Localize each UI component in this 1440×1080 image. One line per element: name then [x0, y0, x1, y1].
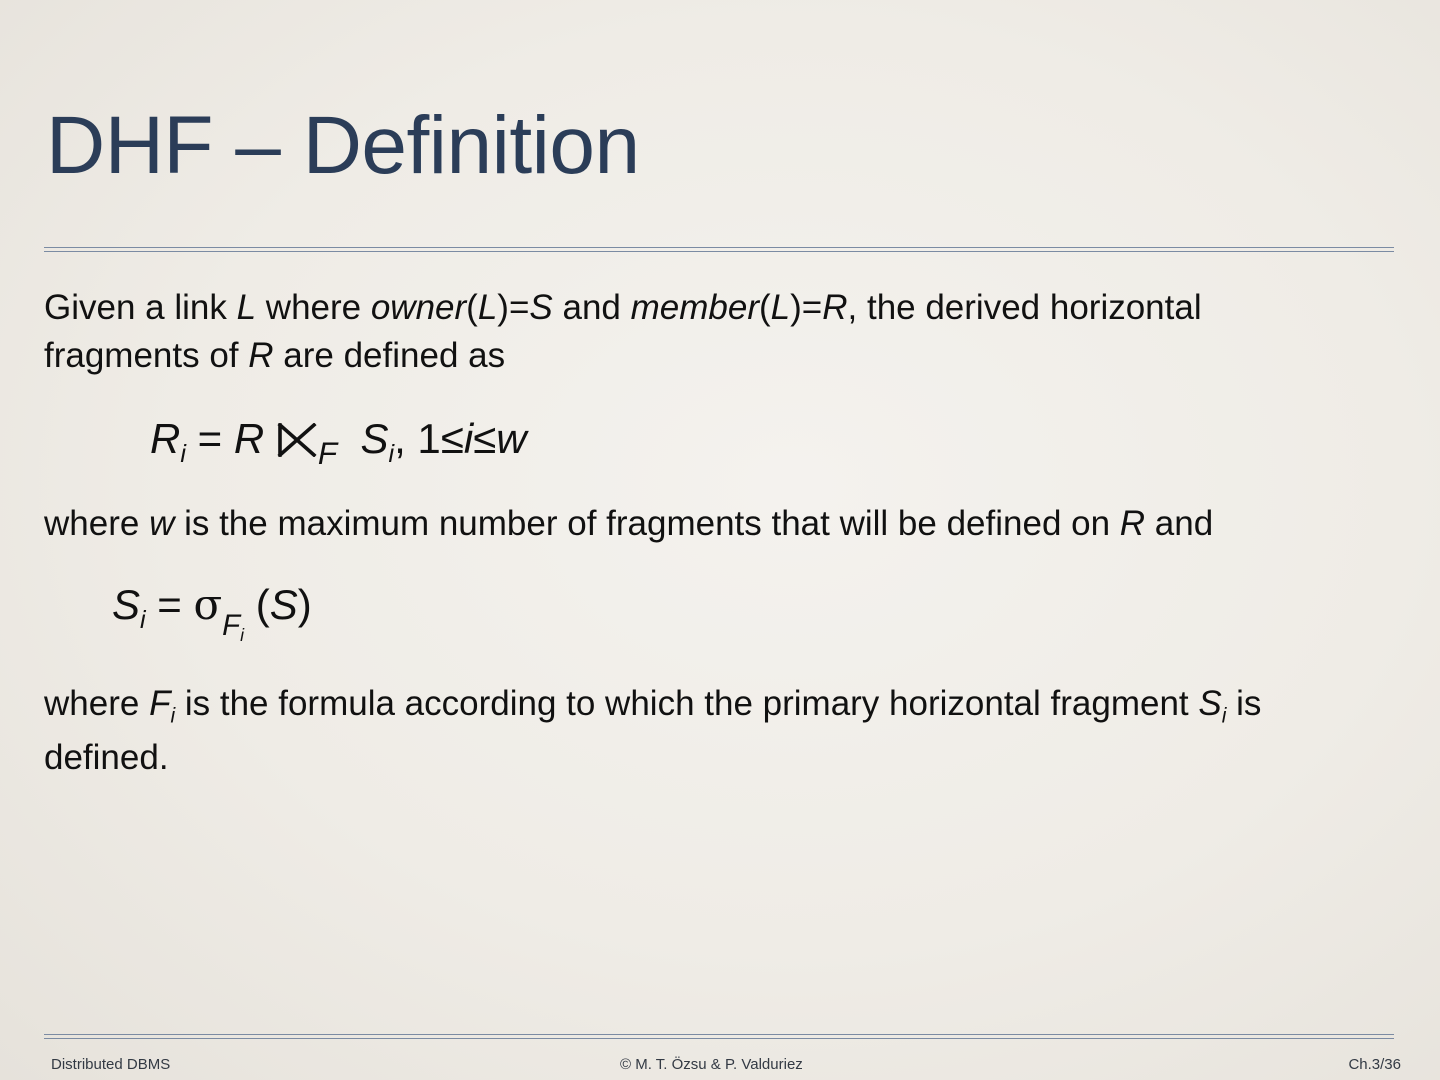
- subscript-F: F: [222, 609, 241, 643]
- selection-formula: [112, 580, 312, 646]
- paren-open: (: [244, 581, 270, 628]
- text: where: [44, 684, 150, 723]
- var-w: w: [496, 415, 527, 462]
- text: , the derived horizontal: [847, 288, 1202, 327]
- var-S: S: [529, 288, 553, 327]
- where-w-paragraph: [44, 500, 1213, 548]
- text: Given a link: [44, 288, 237, 327]
- var-R: R: [248, 336, 274, 375]
- subscript-F: F: [317, 435, 338, 472]
- text: is: [1226, 684, 1262, 723]
- member-function: member: [630, 288, 759, 327]
- text: defined.: [44, 738, 169, 777]
- text: and: [552, 288, 631, 327]
- text: )=: [790, 288, 823, 327]
- owner-function: owner: [370, 288, 467, 327]
- var-S: S: [112, 581, 141, 628]
- slide-title: DHF – Definition: [46, 100, 640, 191]
- text: and: [1145, 504, 1214, 543]
- var-S: S: [1198, 684, 1222, 723]
- var-R: R: [1119, 504, 1146, 543]
- var-S: S: [269, 581, 298, 628]
- equals: =: [145, 581, 194, 628]
- definition-paragraph: [44, 284, 1202, 380]
- footer-page-number: Ch.3/36: [1348, 1056, 1401, 1073]
- subscript-i: i: [140, 605, 146, 634]
- var-R: R: [233, 415, 265, 462]
- title-divider: [44, 247, 1394, 252]
- subscript-i: i: [388, 439, 395, 468]
- var-R: R: [822, 288, 848, 327]
- var-w: w: [149, 504, 175, 543]
- var-S: S: [360, 415, 389, 462]
- text: where: [44, 504, 150, 543]
- semijoin-icon: [276, 418, 318, 468]
- var-L: L: [236, 288, 257, 327]
- text: (: [759, 288, 771, 327]
- var-L: L: [770, 288, 791, 327]
- footer-divider: [44, 1034, 1394, 1039]
- subscript-i: i: [180, 439, 186, 468]
- paren-close: ): [297, 581, 312, 628]
- text: is the maximum number of fragments that will be defined on: [174, 504, 1120, 543]
- sigma-symbol: σ: [193, 580, 223, 629]
- equals: =: [185, 415, 234, 462]
- footer-course: Distributed DBMS: [51, 1056, 171, 1073]
- less-equal: ≤: [473, 415, 497, 462]
- text: where: [256, 288, 371, 327]
- subscript-i: i: [240, 625, 245, 646]
- var-R: R: [150, 415, 181, 462]
- derived-fragment-formula: [150, 414, 527, 472]
- footer-copyright: © M. T. Özsu & P. Valduriez: [620, 1056, 803, 1073]
- var-F: F: [149, 684, 171, 723]
- text: (: [466, 288, 478, 327]
- subscript-i: i: [170, 704, 176, 728]
- var-L: L: [477, 288, 498, 327]
- var-i: i: [463, 415, 474, 462]
- text: is the formula according to which the primary horizontal fragment: [175, 684, 1199, 723]
- subscript-i: i: [1221, 704, 1227, 728]
- text: fragments of: [44, 336, 249, 375]
- range-text: , 1≤: [394, 415, 464, 462]
- text: )=: [497, 288, 530, 327]
- text: are defined as: [273, 336, 506, 375]
- where-F-paragraph: [44, 677, 1261, 785]
